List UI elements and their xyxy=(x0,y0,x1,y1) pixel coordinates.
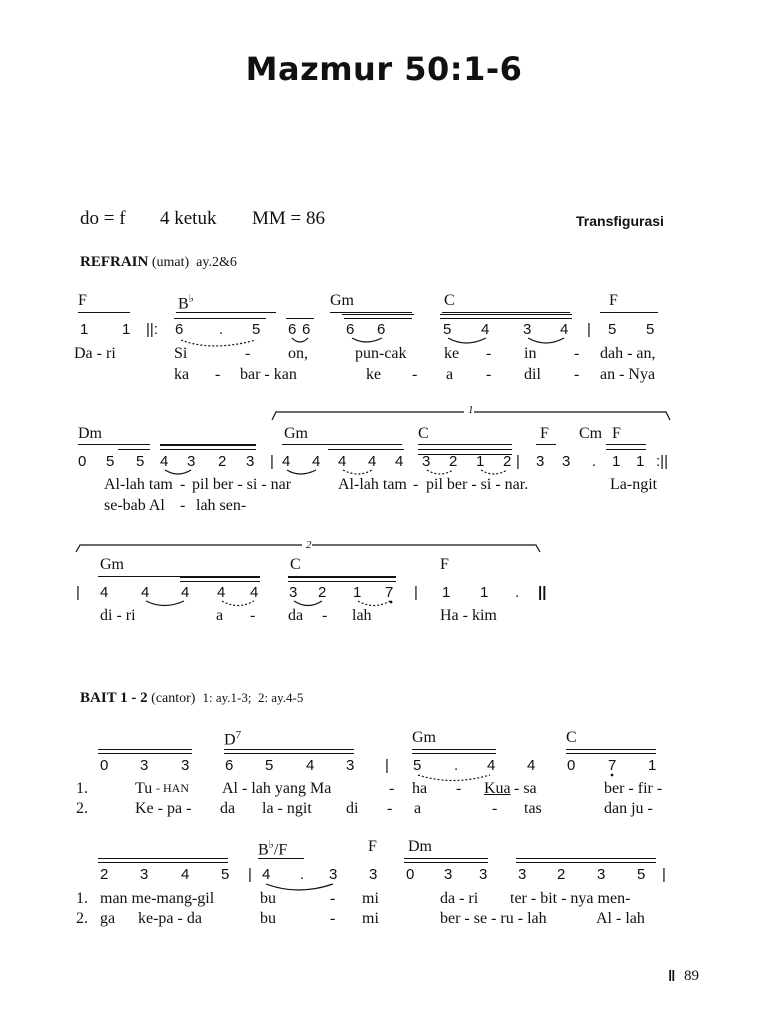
lyric: dil xyxy=(524,366,541,383)
note: 5 xyxy=(221,866,230,883)
note: 4 xyxy=(338,453,347,470)
chord xyxy=(258,838,287,859)
slur xyxy=(222,601,254,606)
note: 3 xyxy=(140,866,149,883)
lyric: in xyxy=(524,345,537,362)
beam xyxy=(98,862,228,863)
note: 1 xyxy=(636,453,645,470)
octave-dot xyxy=(611,774,614,777)
note: 1 xyxy=(353,584,362,601)
lyric: - xyxy=(215,366,221,383)
note: 4 xyxy=(250,584,259,601)
chord: C xyxy=(418,425,429,442)
bait-verses: 1: ay.1-3; 2: ay.4-5 xyxy=(202,690,304,705)
note: 4 xyxy=(527,757,536,774)
lyric: ke xyxy=(366,366,382,383)
flat-symbol: ♭ xyxy=(188,293,194,305)
tempo: MM = 86 xyxy=(252,208,326,229)
lyric: Ha - kim xyxy=(440,607,497,624)
lyric: Ke - pa - xyxy=(135,800,192,817)
lyric: on, xyxy=(288,345,308,362)
lyric: - xyxy=(330,910,336,927)
note: 4 xyxy=(312,453,321,470)
lyric: - xyxy=(245,345,251,362)
chord: Dm xyxy=(408,838,432,855)
beam xyxy=(566,753,656,754)
beam xyxy=(404,858,488,859)
lyric: - xyxy=(330,890,336,907)
bait-label xyxy=(80,690,303,707)
note: 3 xyxy=(518,866,527,883)
note-dot: . xyxy=(219,321,224,338)
beam xyxy=(180,581,260,582)
note: 6 xyxy=(175,321,184,338)
lyric: di - ri xyxy=(100,607,136,624)
beam xyxy=(606,449,646,450)
chord: C xyxy=(566,729,577,746)
volta-number: 1 xyxy=(468,404,474,416)
beam xyxy=(174,318,266,319)
note-dot: . xyxy=(515,584,520,601)
volta-number: 2 xyxy=(306,539,312,551)
note: 3 xyxy=(523,321,532,338)
beam xyxy=(440,314,572,315)
refrain-performer: (umat) xyxy=(151,255,190,270)
note: 6 xyxy=(377,321,386,338)
note: 1 xyxy=(612,453,621,470)
beam xyxy=(412,753,496,754)
beam xyxy=(180,577,260,578)
lyric: Da - ri xyxy=(74,345,116,362)
lyric: - xyxy=(574,366,580,383)
note: 3 xyxy=(479,866,488,883)
lyric: dan ju - xyxy=(604,800,653,817)
beam xyxy=(258,858,304,859)
chord: C xyxy=(444,292,455,309)
beam xyxy=(418,454,512,455)
lyric: a xyxy=(414,800,422,817)
note: 2 xyxy=(449,453,458,470)
note: 3 xyxy=(597,866,606,883)
beam xyxy=(342,314,414,315)
lyric: bu xyxy=(260,890,276,907)
slur xyxy=(448,338,486,343)
barline: | xyxy=(76,584,80,601)
note: 2 xyxy=(318,584,327,601)
barline: | xyxy=(414,584,418,601)
note: 3 xyxy=(562,453,571,470)
lyric: - xyxy=(486,345,492,362)
note: 5 xyxy=(443,321,452,338)
chord-extent xyxy=(600,312,658,313)
lyric: Kua xyxy=(484,780,511,797)
barline: | xyxy=(270,453,274,470)
note: 0 xyxy=(78,453,87,470)
note: 7 xyxy=(608,757,617,774)
chord-extent xyxy=(418,444,512,445)
lyric: da - ri xyxy=(440,890,479,907)
repeat-end: :|| xyxy=(656,453,668,470)
verse-number: 1. xyxy=(76,780,88,797)
slur xyxy=(294,601,322,606)
note: 5 xyxy=(637,866,646,883)
note: 5 xyxy=(252,321,261,338)
note: 4 xyxy=(487,757,496,774)
note: 5 xyxy=(413,757,422,774)
lyric: lah xyxy=(352,607,372,624)
lyric: pil ber - si - nar xyxy=(192,476,292,493)
note: 1 xyxy=(480,584,489,601)
refrain-label xyxy=(80,254,237,271)
lyric: Al - lah xyxy=(596,910,645,927)
lyric: da xyxy=(220,800,236,817)
slur xyxy=(352,338,382,342)
note: 4 xyxy=(141,584,150,601)
page-title: Mazmur 50:1-6 xyxy=(245,50,523,88)
note: 3 xyxy=(140,757,149,774)
slur xyxy=(287,470,316,474)
note: 4 xyxy=(368,453,377,470)
note: 6 xyxy=(346,321,355,338)
note: 1 xyxy=(648,757,657,774)
note: 5 xyxy=(265,757,274,774)
beam xyxy=(404,862,488,863)
lyric: a xyxy=(446,366,454,383)
time-signature: 4 ketuk xyxy=(160,208,217,229)
chord: Cm xyxy=(579,425,603,442)
lyric: - HAN xyxy=(156,781,189,795)
note: 4 xyxy=(160,453,169,470)
lyric: bu xyxy=(260,910,276,927)
beam xyxy=(98,753,192,754)
beam xyxy=(286,318,314,319)
beam xyxy=(288,577,396,578)
lyric: ha xyxy=(412,780,428,797)
note: 0 xyxy=(406,866,415,883)
slur xyxy=(292,338,308,342)
lyric: - xyxy=(387,800,393,817)
beam xyxy=(418,449,512,450)
slur xyxy=(528,338,564,343)
note: 4 xyxy=(481,321,490,338)
lyric: mi xyxy=(362,890,379,907)
note: 2 xyxy=(503,453,512,470)
beam xyxy=(412,749,496,750)
lyric: La-ngit xyxy=(610,476,658,493)
lyric: mi xyxy=(362,910,379,927)
note: 6 xyxy=(225,757,234,774)
beam xyxy=(98,749,192,750)
chord-root: D xyxy=(224,731,236,749)
key-signature: do = f xyxy=(80,208,126,229)
note-dot: . xyxy=(300,866,305,883)
page-number-bar: ‖ xyxy=(668,968,676,985)
lyric: tas xyxy=(524,800,542,817)
lyric: - xyxy=(412,366,418,383)
final-barline: || xyxy=(538,584,547,601)
lyric: - xyxy=(389,780,395,797)
lyric: - xyxy=(456,780,462,797)
note: 3 xyxy=(346,757,355,774)
barline: | xyxy=(248,866,252,883)
lyric: - xyxy=(322,607,328,624)
note: 7 xyxy=(385,584,394,601)
lyric: ke xyxy=(444,345,460,362)
note: 4 xyxy=(395,453,404,470)
lyric: Al-lah tam xyxy=(104,476,173,493)
note: 5 xyxy=(106,453,115,470)
beam xyxy=(440,318,572,319)
barline: | xyxy=(516,453,520,470)
note: 4 xyxy=(262,866,271,883)
lyric: Tu xyxy=(135,780,153,797)
lyric: ke-pa - da xyxy=(138,910,202,927)
chord: Gm xyxy=(284,425,308,442)
octave-dot xyxy=(390,601,393,604)
lyric: ber - fir - xyxy=(604,780,663,797)
note: 2 xyxy=(557,866,566,883)
lyric: di xyxy=(346,800,359,817)
lyric: Si xyxy=(174,345,188,362)
note: 1 xyxy=(476,453,485,470)
lyric: - sa xyxy=(514,780,537,797)
note: 3 xyxy=(329,866,338,883)
lyric: la - ngit xyxy=(262,800,312,817)
verse-number: 2. xyxy=(76,800,88,817)
slur xyxy=(266,884,333,890)
chord: Dm xyxy=(78,425,102,442)
note: 3 xyxy=(289,584,298,601)
lyric: - xyxy=(492,800,498,817)
note: 1 xyxy=(122,321,131,338)
slur xyxy=(481,470,507,474)
chord-seventh: 7 xyxy=(235,729,242,741)
beam xyxy=(98,858,228,859)
chord-extent xyxy=(176,312,276,313)
chord: F xyxy=(540,425,549,442)
note: 2 xyxy=(100,866,109,883)
note: 1 xyxy=(442,584,451,601)
chord-extent xyxy=(78,312,130,313)
lyric: pun-cak xyxy=(355,345,407,362)
lyric: - xyxy=(250,607,256,624)
lyric: ka xyxy=(174,366,190,383)
chord-bass: /F xyxy=(273,841,288,859)
lyric: man me-mang-gil xyxy=(100,890,215,907)
slur xyxy=(146,601,184,606)
slur xyxy=(427,470,453,474)
lyric: - xyxy=(574,345,580,362)
chord-extent xyxy=(536,444,556,445)
note: 2 xyxy=(218,453,227,470)
publisher: Transfigurasi xyxy=(576,213,664,229)
chord-extent xyxy=(78,444,150,445)
chord-extent xyxy=(282,444,402,445)
note: 5 xyxy=(608,321,617,338)
slur xyxy=(343,470,372,474)
beam xyxy=(118,449,150,450)
verse-number: 2. xyxy=(76,910,88,927)
note: 5 xyxy=(136,453,145,470)
chord: F xyxy=(440,556,449,573)
note: 1 xyxy=(80,321,89,338)
lyric: se-bab Al xyxy=(104,497,165,514)
note: 3 xyxy=(181,757,190,774)
note-dot: . xyxy=(454,757,459,774)
lyric: Al - lah yang Ma xyxy=(222,780,332,797)
lyric: dah - an, xyxy=(600,345,656,362)
beam xyxy=(160,445,256,446)
chord: F xyxy=(612,425,621,442)
chord xyxy=(224,729,241,749)
beam xyxy=(516,862,656,863)
beam xyxy=(288,581,396,582)
barline: | xyxy=(587,321,591,338)
note: 3 xyxy=(444,866,453,883)
slur xyxy=(165,470,191,474)
lyric: ter - bit - nya men- xyxy=(510,890,631,907)
beam xyxy=(566,749,656,750)
note: 3 xyxy=(536,453,545,470)
note: 4 xyxy=(181,584,190,601)
lyric: ga xyxy=(100,910,116,927)
bait-performer: (cantor) xyxy=(151,691,196,706)
note: 4 xyxy=(282,453,291,470)
note: 4 xyxy=(100,584,109,601)
chord-root: B xyxy=(178,295,189,313)
beam xyxy=(328,449,404,450)
lyric: - xyxy=(486,366,492,383)
chord-extent xyxy=(606,444,646,445)
chord: F xyxy=(609,292,618,309)
note: 3 xyxy=(246,453,255,470)
note: 6 xyxy=(302,321,311,338)
lyric: - xyxy=(413,476,419,493)
note: 5 xyxy=(646,321,655,338)
lyric: da xyxy=(288,607,304,624)
note: 4 xyxy=(181,866,190,883)
chord: Gm xyxy=(330,292,354,309)
beam xyxy=(224,749,354,750)
lyric: Al-lah tam xyxy=(338,476,407,493)
verse-number: 1. xyxy=(76,890,88,907)
note-dot: . xyxy=(592,453,597,470)
lyric: ber - se - ru - lah xyxy=(440,910,547,927)
slur xyxy=(358,601,390,606)
chord: F xyxy=(78,292,87,309)
note: 0 xyxy=(100,757,109,774)
barline: | xyxy=(662,866,666,883)
beam xyxy=(160,449,256,450)
lyric: an - Nya xyxy=(600,366,656,383)
lyric: - xyxy=(180,476,186,493)
refrain-title: REFRAIN xyxy=(80,254,149,270)
note: 3 xyxy=(422,453,431,470)
lyric: a xyxy=(216,607,224,624)
beam xyxy=(344,318,412,319)
note: 4 xyxy=(560,321,569,338)
note: 3 xyxy=(187,453,196,470)
beam xyxy=(516,858,656,859)
note: 0 xyxy=(567,757,576,774)
lyric: pil ber - si - nar. xyxy=(426,476,529,493)
note: 6 xyxy=(288,321,297,338)
chord: C xyxy=(290,556,301,573)
note: 4 xyxy=(306,757,315,774)
lyric: - xyxy=(180,497,186,514)
chord-root: B xyxy=(258,841,269,859)
refrain-verses: ay.2&6 xyxy=(196,255,237,270)
lyric: lah sen- xyxy=(196,497,247,514)
lyric: bar - kan xyxy=(240,366,297,383)
chord: F xyxy=(368,838,377,855)
barline: | xyxy=(385,757,389,774)
beam xyxy=(224,753,354,754)
flat-symbol: ♭ xyxy=(268,839,274,851)
chord: Gm xyxy=(412,729,436,746)
chord: Gm xyxy=(100,556,124,573)
slur xyxy=(418,775,490,781)
note: 4 xyxy=(217,584,226,601)
repeat-start: ||: xyxy=(146,321,158,338)
bait-title: BAIT 1 - 2 xyxy=(80,690,148,706)
page-number: 89 xyxy=(684,968,699,984)
chord xyxy=(178,292,194,313)
note: 3 xyxy=(369,866,378,883)
